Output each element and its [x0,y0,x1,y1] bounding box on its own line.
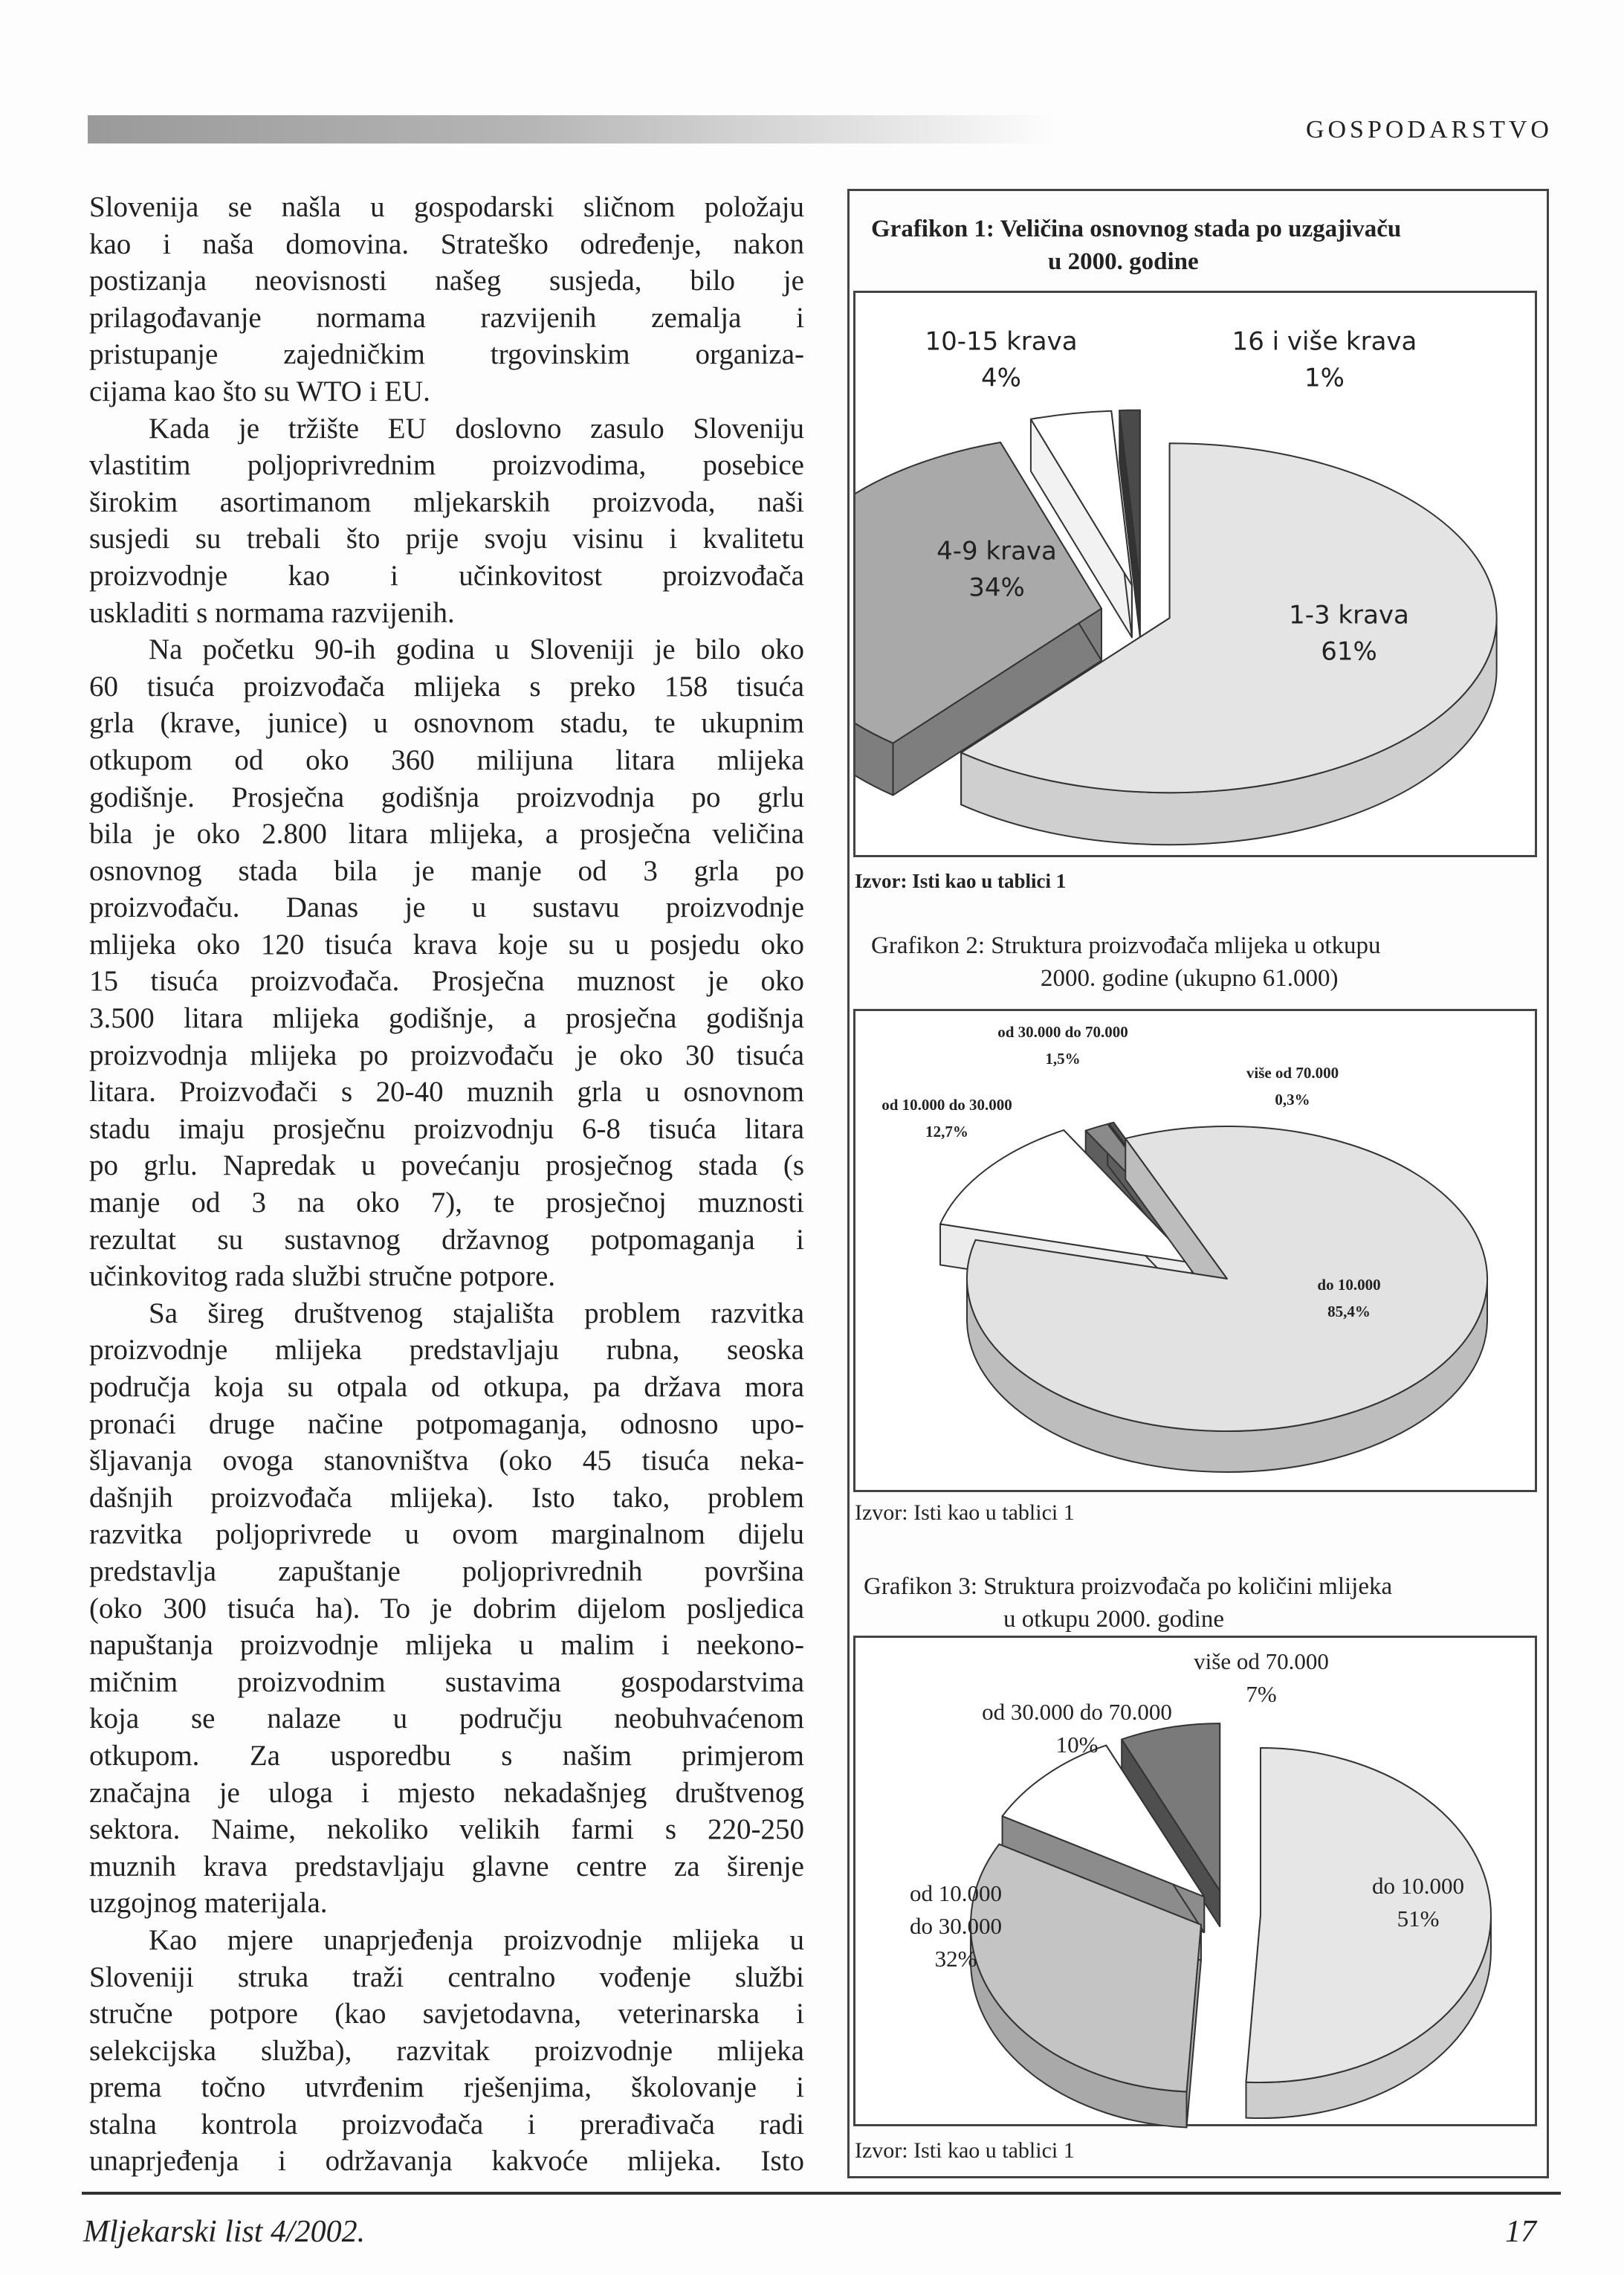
text-line: stadu imaju prosječnu proizvodnju 6-8 tisuća litara [89,1112,804,1145]
pie-chart-svg [855,1011,1539,1494]
text-line: susjedi su trebali što prije svoju visinu i kvalitetu [89,523,804,555]
chart-title-line: 2000. godine (ukupno 61.000) [1041,965,1339,992]
text-line: prilagođavanje normama razvijenih zemalja i [89,301,804,334]
text-line: razvitka poljoprivrede u ovom marginalnom dijelu [89,1518,804,1551]
text-line: napuštanja proizvodnje mlijeka u malim i neekono- [89,1629,804,1662]
section-title: GOSPODARSTVO [1305,116,1553,143]
text-line: unaprjeđenja i održavanja kakvoće mlijeka. Isto [89,2145,804,2178]
chart-title-line: Grafikon 2: Struktura proizvođača mlijeka u otkupu [871,932,1381,959]
slice-label: 10-15 krava [925,326,1078,357]
text-line: Na početku 90-ih godina u Sloveniji je bilo oko [149,633,804,666]
slice-value-label: 4% [981,363,1021,393]
header-bar [88,115,1054,143]
chart-2-title [871,929,1381,995]
slice-value-label: 1,5% [1045,1049,1081,1068]
text-line: pronaći druge načine potpomaganja, odnosno upo- [89,1407,804,1440]
text-line: osnovnog stada bila je manje od 3 grla po [89,854,804,887]
slice-label: 16 i više krava [1232,326,1417,357]
text-line: otkupom od oko 360 milijuna litara mlijeka [89,743,804,776]
pie-slice [1246,1748,1491,2118]
text-line: širokim asortimanom mljekarskih proizvoda, naši [89,485,804,518]
text-line: 60 tisuća proizvođača mlijeka s preko 158 tisuća [89,670,804,703]
text-line: uzgojnog materijala. [89,1887,328,1920]
chart-1-source: Izvor: Isti kao u tablici 1 [855,870,1067,892]
text-line: područja koja su otpala od otkupa, pa država mora [89,1371,804,1403]
chart-title-line: Grafikon 3: Struktura proizvođača po količini mlijeka [864,1573,1393,1600]
text-line: po grlu. Napredak u povećanju prosječnog stada (s [89,1149,804,1182]
slice-value-label: 7% [1246,1681,1277,1708]
text-line: Kada je tržište EU doslovno zasulo Sloveniju [149,412,804,445]
text-line: mičnim proizvodnim sustavima gospodarstvima [89,1665,804,1698]
text-line: dašnjih proizvođača mlijeka). Isto tako, problem [89,1481,804,1514]
text-line: predstavlja zapuštanje poljoprivrednih površina [89,1555,804,1587]
pie-chart-svg [855,1638,1539,2129]
chart-3-title [864,1570,1392,1636]
slice-value-label: 0,3% [1275,1090,1310,1109]
slice-label: 1-3 krava [1289,600,1409,630]
slice-label: do 10.000 [1317,1275,1381,1294]
slice-value-label: 32% [934,1946,977,1972]
text-line: 15 tisuća proizvođača. Prosječna muznost je oko [89,965,804,998]
journal-name: Mljekarski list 4/2002. [83,2215,366,2249]
text-line: manje od 3 na oko 7), te prosječnoj muznosti [89,1187,804,1219]
chart-title-line: u 2000. godine [1048,248,1199,275]
slice-label: od 30.000 do 70.000 [982,1699,1172,1726]
chart-1-title [871,213,1401,278]
text-line: 3.500 litara mlijeka godišnje, a prosječna godišnja [89,1002,804,1035]
text-line: Sa šireg društvenog stajališta problem razvitka [149,1297,804,1329]
text-line: grla (krave, junice) u osnovnom stadu, te ukupnim [89,707,804,740]
chart-3-pie [853,1636,1537,2126]
slice-label: do 10.000 [1372,1873,1464,1900]
text-line: (oko 300 tisuća ha). To je dobrim dijelom posljedica [89,1592,804,1624]
slice-label: više od 70.000 [1194,1648,1329,1675]
text-line: cijama kao što su WTO i EU. [89,375,430,407]
slice-label: od 10.000 do 30.000 [881,1095,1012,1114]
text-line: sektora. Naime, nekoliko velikih farmi s 220-250 [89,1813,804,1846]
text-line: otkupom. Za usporedbu s našim primjerom [89,1739,804,1772]
slice-value-label: 12,7% [925,1122,968,1140]
chart-title-line: Grafikon 1: Veličina osnovnog stada po uzgajivaču [871,216,1402,242]
text-line: proizvođaču. Danas je u sustavu proizvodnje [89,891,804,924]
text-line: značajna je uloga i mjesto nekadašnjeg društvenog [89,1776,804,1809]
text-line: stručne potpore (kao savjetodavna, veterinarska i [89,1998,804,2030]
text-line: učinkovitog rada službi stručne potpore. [89,1260,556,1293]
text-line: postizanja neovisnosti našeg susjeda, bilo je [89,265,804,297]
chart-2-source: Izvor: Isti kao u tablici 1 [855,1500,1075,1525]
text-line: rezultat su sustavnog državnog potpomaganja i [89,1223,804,1256]
text-line: Sloveniji struka traži centralno vođenje službi [89,1961,804,1993]
article-text [89,189,804,2180]
text-line: selekcijska služba), razvitak proizvodnje mlijeka [89,2034,804,2067]
page-number: 17 [1505,2215,1536,2249]
text-line: kao i naša domovina. Strateško određenje, nakon [89,228,804,260]
slice-label: od 10.000 [910,1880,1002,1907]
text-line: litara. Proizvođači s 20-40 muznih grla u osnovnom [89,1076,804,1109]
text-line: muznih krava predstavljaju glavne centre za širenje [89,1850,804,1882]
chart-3-source: Izvor: Isti kao u tablici 1 [855,2138,1075,2163]
slice-label: 4-9 krava [936,536,1057,567]
text-line: prema točno utvrđenim rješenjima, školovanje i [89,2071,804,2104]
slice-label: do 30.000 [910,1913,1002,1940]
slice-value-label: 34% [968,572,1025,603]
footer-rule [82,2192,1561,2195]
text-line: vlastitim poljoprivrednim proizvodima, posebice [89,449,804,482]
text-line: godišnje. Prosječna godišnja proizvodnja po grlu [89,781,804,813]
slice-label: više od 70.000 [1246,1063,1339,1082]
text-line: proizvodnje mlijeka predstavljaju rubna, seoska [89,1334,804,1366]
chart-title-line: u otkupu 2000. godine [1003,1606,1224,1633]
slice-value-label: 1% [1304,363,1345,393]
text-line: bila je oko 2.800 litara mlijeka, a prosječna veličina [89,818,804,851]
text-line: stalna kontrola proizvođača i prerađivača radi [89,2108,804,2140]
pie-chart-svg [855,293,1539,859]
slice-value-label: 61% [1321,636,1377,667]
slice-label: od 30.000 do 70.000 [997,1022,1128,1041]
text-line: proizvodnje kao i učinkovitost proizvođača [89,559,804,592]
text-line: Kao mjere unaprjeđenja proizvodnje mlijeka u [149,1923,804,1956]
slice-value-label: 51% [1397,1905,1440,1932]
slice-value-label: 10% [1055,1732,1099,1758]
text-line: Slovenija se našla u gospodarski sličnom položaju [89,191,804,223]
text-line: pristupanje zajedničkim trgovinskim organiza- [89,338,804,371]
text-line: koja se nalaze u području neobuhvaćenom [89,1703,804,1735]
text-line: šljavanja ovoga stanovništva (oko 45 tisuća neka- [89,1445,804,1477]
chart-1-pie [853,291,1537,857]
slice-value-label: 85,4% [1327,1302,1371,1320]
text-line: proizvodnja mlijeka po proizvođaču je oko 30 tisuća [89,1039,804,1071]
text-line: uskladiti s normama razvijenih. [89,596,455,629]
text-line: mlijeka oko 120 tisuća krava koje su u posjedu oko [89,928,804,961]
chart-2-pie [853,1009,1537,1492]
